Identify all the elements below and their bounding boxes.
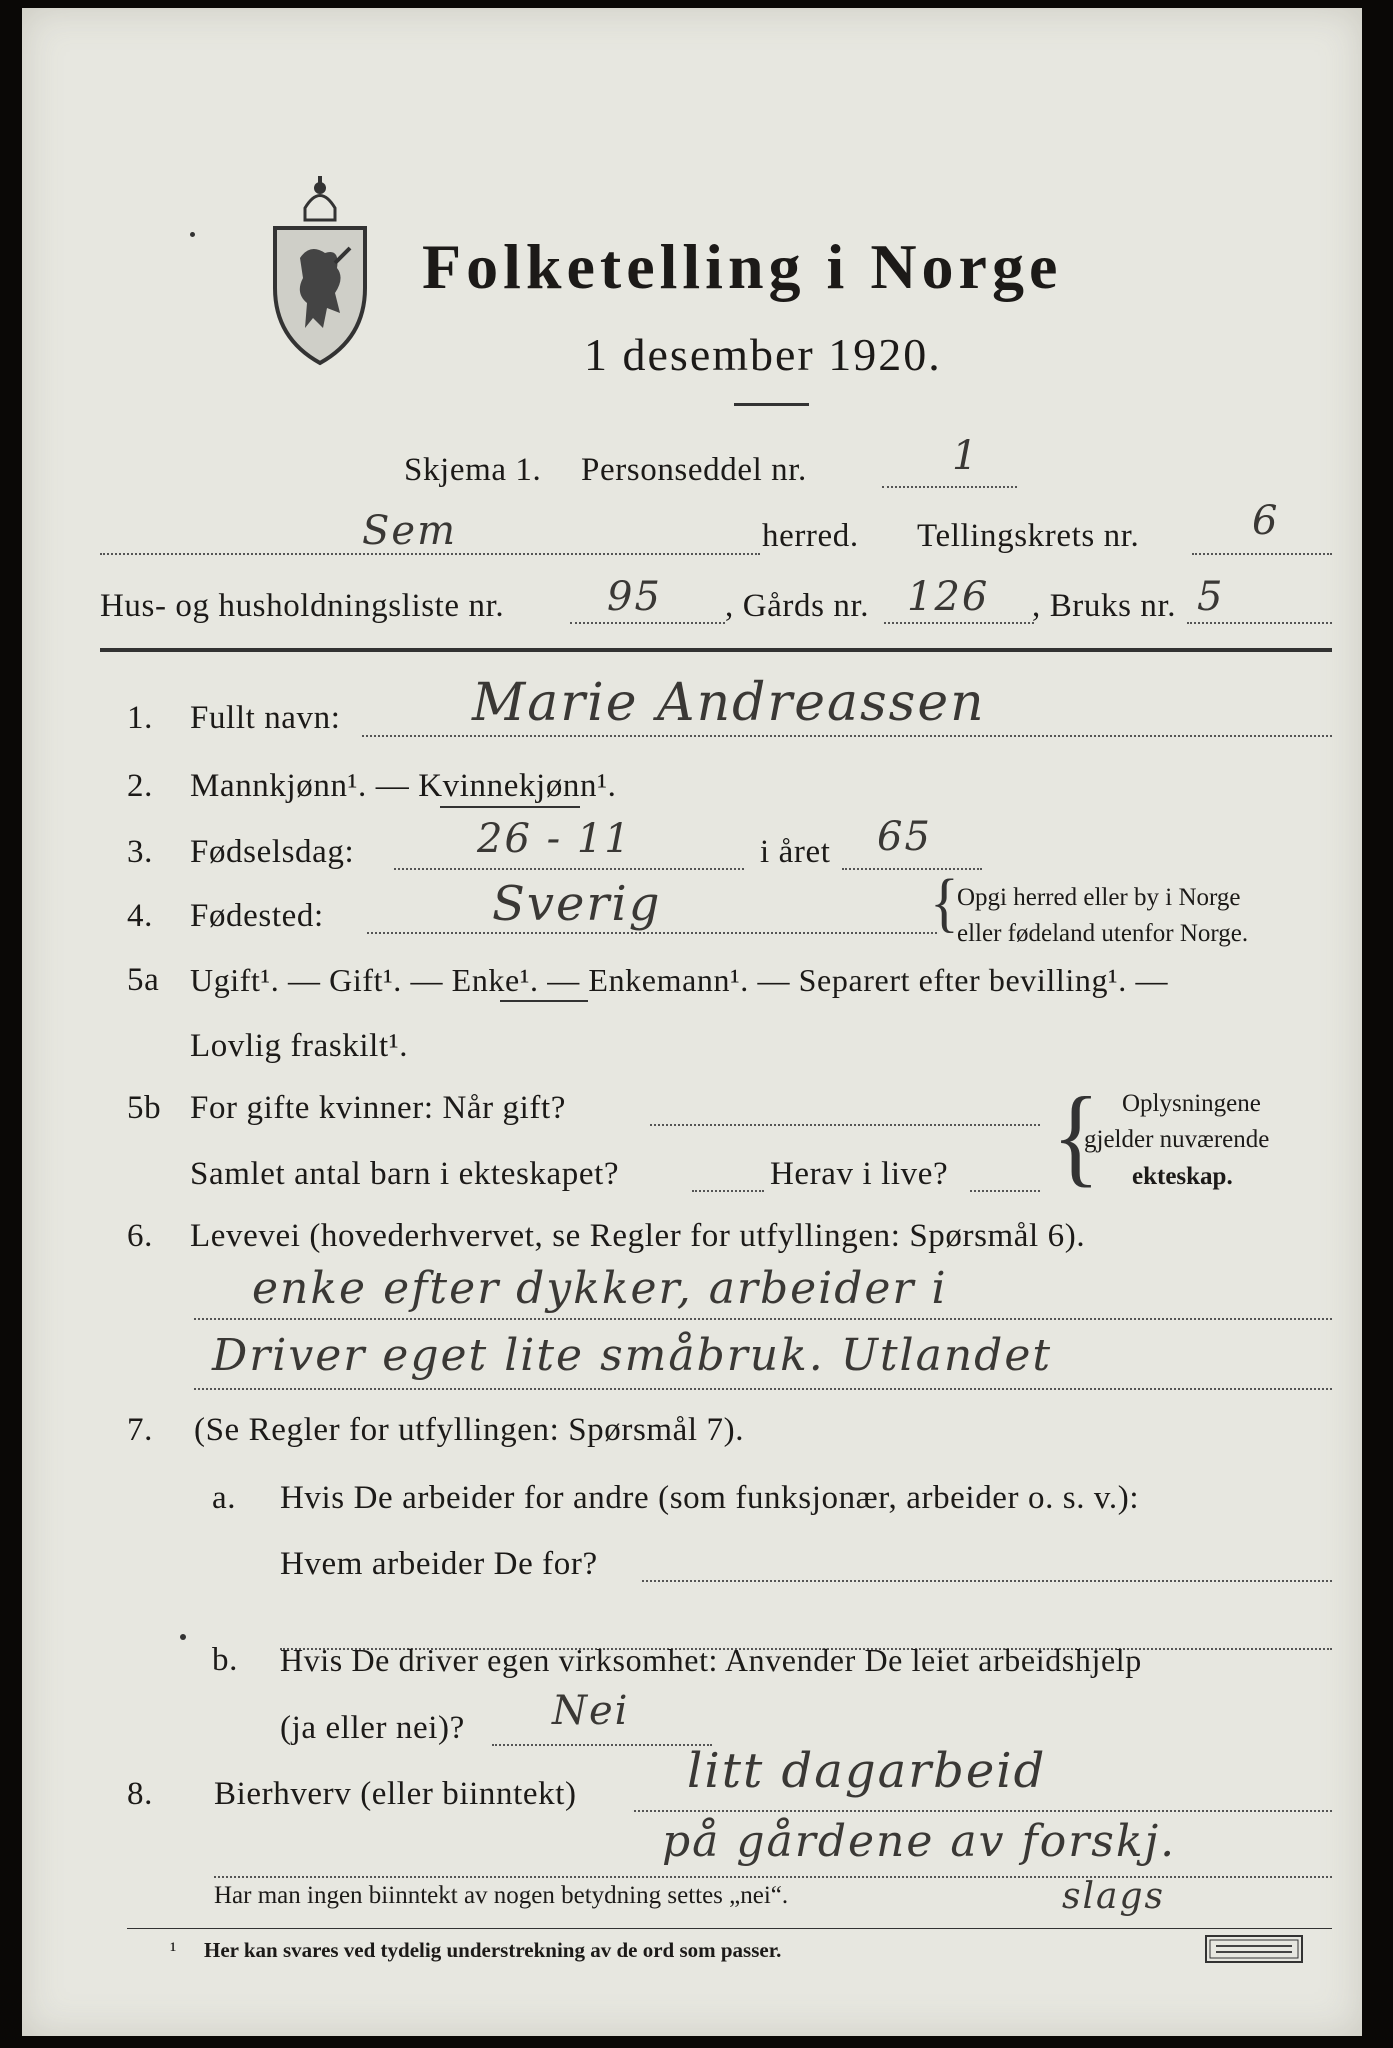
q2-label: Mannkjønn¹. — Kvinnekjønn¹.	[190, 768, 617, 804]
q5a-line2: Lovlig fraskilt¹.	[190, 1028, 409, 1064]
husholdning-line	[570, 622, 725, 624]
q5b-line1: For gifte kvinner: Når gift?	[190, 1090, 567, 1126]
q7b-letter: b.	[212, 1642, 238, 1678]
husholdning-value: 95	[607, 574, 662, 620]
q8-value1: litt dagarbeid	[687, 1743, 1047, 1799]
q5b-children-line	[692, 1190, 764, 1192]
q1-label: Fullt navn:	[190, 700, 341, 736]
norwegian-coat-of-arms-icon	[265, 168, 375, 368]
herred-value: Sem	[362, 508, 458, 554]
q6-answer-line1	[194, 1318, 1332, 1320]
personseddel-line	[882, 486, 1017, 488]
q4-number: 4.	[127, 898, 153, 934]
q7a-line1: Hvis De arbeider for andre (som funksjonær, arbeider o. s. v.):	[280, 1480, 1140, 1516]
q1-value: Marie Andreassen	[472, 673, 986, 733]
q5b-line2b: Herav i live?	[770, 1156, 949, 1192]
q6-answer2: Driver eget lite småbruk. Utlandet	[212, 1330, 1053, 1381]
q8-value2: på gårdene av forskj.	[662, 1816, 1177, 1867]
bruks-value: 5	[1197, 574, 1225, 620]
q7a-employer-line	[642, 1580, 1332, 1582]
q7-number: 7.	[127, 1412, 153, 1448]
herred-label: herred.	[762, 518, 859, 554]
q8-line1	[634, 1810, 1332, 1812]
personseddel-value: 1	[952, 433, 980, 479]
q7a-letter: a.	[212, 1480, 237, 1516]
q2-underline-kvinnekjonn	[440, 806, 580, 808]
q7b-value: Nei	[552, 1688, 630, 1734]
tellingskrets-label: Tellingskrets nr.	[917, 518, 1140, 554]
q5a-number: 5a	[127, 962, 160, 998]
q5b-number: 5b	[127, 1090, 162, 1126]
census-form-page	[22, 8, 1362, 2036]
stray-dot	[190, 232, 195, 237]
form-title: Folketelling i Norge	[422, 231, 1063, 302]
q3-year-label: i året	[760, 834, 831, 870]
q4-line	[367, 932, 937, 934]
q4-value: Sverig	[492, 876, 662, 932]
q5a-line1: Ugift¹. — Gift¹. — Enke¹. — Enkemann¹. — Separert efter bevilling¹. —	[190, 962, 1169, 998]
q3-label: Fødselsdag:	[190, 834, 355, 870]
q5b-alive-line	[970, 1190, 1040, 1192]
q6-number: 6.	[127, 1218, 153, 1254]
q4-label: Fødested:	[190, 898, 324, 934]
q6-answer-line2	[194, 1388, 1332, 1390]
q4-note-line2: eller fødeland utenfor Norge.	[957, 920, 1249, 947]
q5b-married-line	[650, 1124, 1040, 1126]
q5a-underline-enke	[500, 1000, 588, 1002]
tellingskrets-value: 6	[1252, 498, 1280, 544]
printer-stamp-icon	[1204, 1934, 1304, 1964]
q3-line	[394, 868, 744, 870]
tellingskrets-line	[1192, 553, 1332, 555]
q4-brace: {	[930, 865, 959, 939]
q6-label: Levevei (hovederhvervet, se Regler for utfyllingen: Spørsmål 6).	[190, 1218, 1086, 1254]
gards-value: 126	[907, 574, 990, 620]
gards-label: , Gårds nr.	[725, 588, 870, 624]
q7b-line1: Hvis De driver egen virksomhet: Anvender De leiet arbeidshjelp	[280, 1642, 1142, 1678]
husholdning-label: Hus- og husholdningsliste nr.	[100, 588, 505, 624]
bruks-line	[1187, 622, 1332, 624]
personseddel-label: Personseddel nr.	[581, 452, 807, 488]
q7-label: (Se Regler for utfyllingen: Spørsmål 7).	[194, 1412, 745, 1448]
q8-value3: slags	[1062, 1876, 1165, 1917]
gards-line	[884, 622, 1034, 624]
footnote-text: Her kan svares ved tydelig understrekning av de ord som passer.	[204, 1938, 782, 1962]
skjema-label: Skjema 1.	[404, 452, 542, 488]
header-divider	[100, 648, 1332, 652]
footer-note: Har man ingen biinntekt av nogen betydning settes „nei“.	[214, 1882, 789, 1909]
q5b-note-line3: ekteskap.	[1132, 1163, 1233, 1190]
q2-number: 2.	[127, 768, 153, 804]
q8-number: 8.	[127, 1776, 153, 1812]
q4-note-line1: Opgi herred eller by i Norge	[957, 884, 1241, 911]
bruks-label: , Bruks nr.	[1032, 588, 1177, 624]
q3-year-value: 65	[877, 814, 932, 860]
q7a-line2: Hvem arbeider De for?	[280, 1546, 598, 1582]
stray-dot	[180, 1634, 186, 1640]
q3-value: 26 - 11	[477, 816, 632, 862]
q7b-line2: (ja eller nei)?	[280, 1710, 465, 1746]
q1-number: 1.	[127, 700, 153, 736]
q5b-note-line1: Oplysningene	[1122, 1090, 1261, 1117]
q5b-line2a: Samlet antal barn i ekteskapet?	[190, 1156, 620, 1192]
q5b-brace: {	[1052, 1074, 1100, 1197]
q7b-answer-line	[492, 1744, 712, 1746]
form-date: 1 desember 1920.	[584, 329, 942, 380]
q8-label: Bierhverv (eller biinntekt)	[214, 1776, 577, 1812]
q6-answer1: enke efter dykker, arbeider i	[252, 1263, 948, 1314]
q3-year-line	[842, 868, 982, 870]
footer-divider	[127, 1928, 1332, 1929]
title-divider	[734, 403, 809, 406]
footnote-mark: ¹	[170, 1938, 177, 1962]
q3-number: 3.	[127, 834, 153, 870]
q5b-note-line2: gjelder nuværende	[1084, 1126, 1270, 1153]
q1-line	[362, 735, 1332, 737]
